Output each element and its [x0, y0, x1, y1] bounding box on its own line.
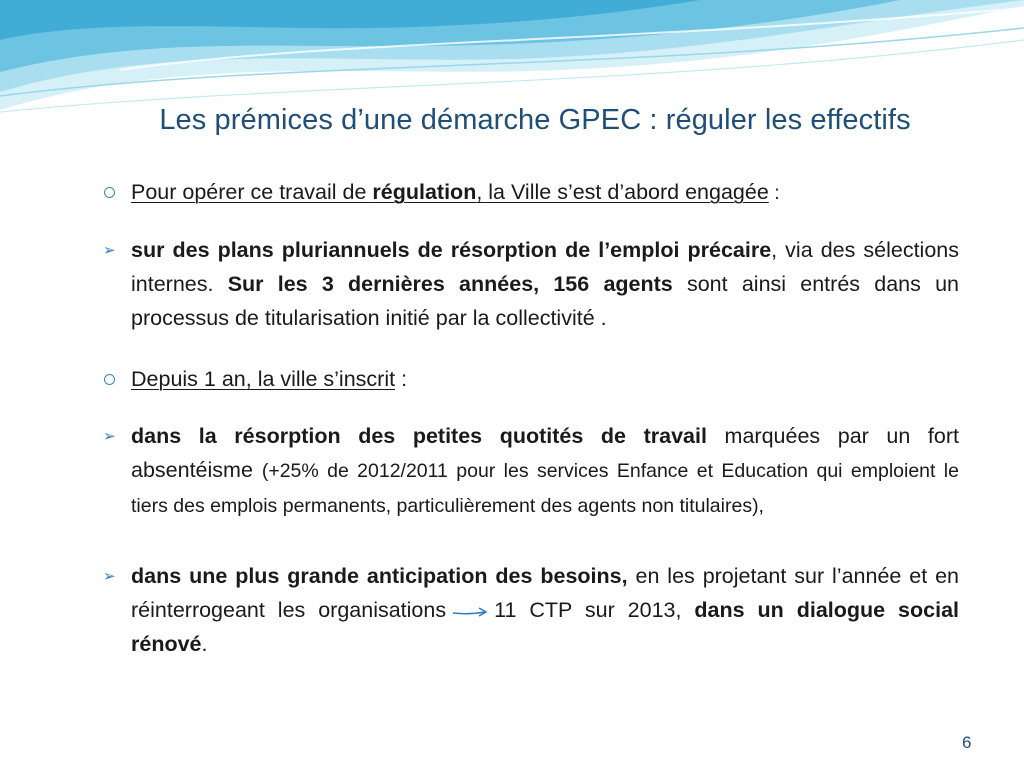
- arrow-bullet-icon: ➢: [103, 568, 116, 585]
- section-heading-depuis: Depuis 1 an, la ville s’inscrit :: [131, 367, 408, 391]
- arrow-bullet-icon: ➢: [103, 428, 116, 445]
- header-wave-decoration: [0, 0, 1024, 120]
- underlined-text: Pour opérer ce travail de régulation, la Ville s’est d’abord engagée: [131, 180, 769, 204]
- bullet-petites-quotites: dans la résorption des petites quotités de travail marquées par un fort absentéisme (+25% de 2012/2011 pour les services Enfance et Education qui emploient le tiers des emplois permanents, particulièrement des agents non titulaires),: [131, 424, 959, 517]
- slide-title: Les prémices d’une démarche GPEC : réguler les effectifs: [159, 104, 911, 136]
- section-heading-regulation: Pour opérer ce travail de régulation, la Ville s’est d’abord engagée :: [131, 180, 780, 204]
- bullet-circle-icon: [104, 187, 115, 198]
- bullet-emploi-precaire: sur des plans pluriannuels de résorption de l’emploi précaire, via des sélections internes. Sur les 3 dernières années, 156 agents sont ainsi entrés dans un processus de titularisation initié par la collectivité .: [131, 238, 960, 330]
- bullet-anticipation-besoins: dans une plus grande anticipation des besoins, en les projetant sur l’année et en réinterrogeant les organisations 11 CTP sur 2013, dans un dialogue social rénové.: [131, 564, 960, 656]
- bullet-circle-icon: [104, 374, 115, 385]
- right-arrow-icon: [452, 604, 488, 618]
- page-number: 6: [962, 733, 972, 752]
- arrow-bullet-icon: ➢: [103, 242, 116, 259]
